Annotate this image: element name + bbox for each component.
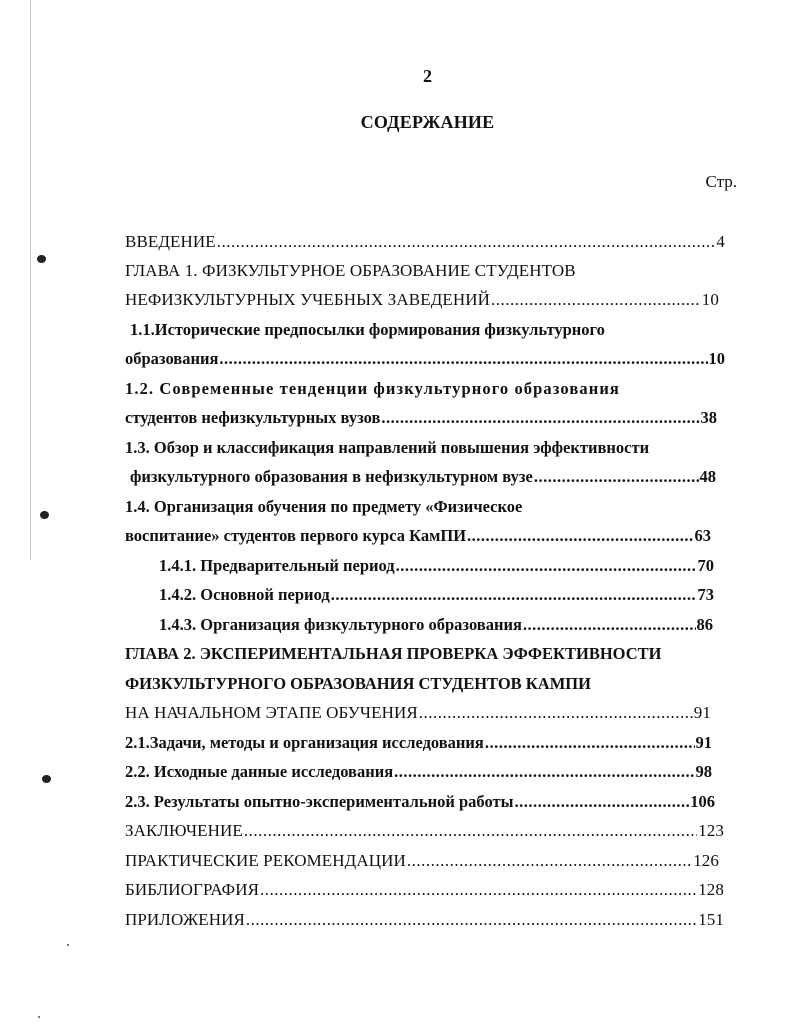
toc-leader-dots [394,762,694,782]
toc-leader-dots [219,349,707,369]
toc-entry-title: 1.4.2. Основной период [159,585,330,604]
toc-entry-title: студентов нефизкультурных вузов [125,408,381,427]
toc-entry[interactable] [130,467,716,489]
toc-leader-dots [246,910,697,930]
toc-entry-page: 91 [695,733,712,752]
toc-entry-title: НА НАЧАЛЬНОМ ЭТАПЕ ОБУЧЕНИЯ [125,703,418,722]
toc-entry-page: 91 [693,703,711,722]
toc-entry-title: ГЛАВА 1. ФИЗКУЛЬТУРНОЕ ОБРАЗОВАНИЕ СТУДЕНТОВ [125,261,576,280]
toc-leader-dots [491,290,701,310]
toc-entry-title: ПРАКТИЧЕСКИЕ РЕКОМЕНДАЦИИ [125,851,406,870]
toc-entry-title: воспитание» студентов первого курса КамПИ [125,526,467,545]
toc-entry[interactable] [159,615,713,637]
toc-entry[interactable] [125,674,591,696]
punch-hole-mark [40,511,49,519]
toc-entry[interactable] [125,762,712,784]
toc-entry-title: 1.4.1. Предварительный период [159,556,395,575]
toc-entry-page: 151 [698,910,724,929]
toc-entry-page: 128 [698,880,724,899]
toc-entry[interactable] [125,526,711,548]
toc-entry-title: 2.3. Результаты опытно-экспериментальной работы [125,792,514,811]
toc-entry-title: 1.1.Исторические предпосылки формирования физкультурного [130,320,605,339]
toc-leader-dots [419,703,693,723]
toc-entry[interactable] [125,232,725,254]
toc-entry[interactable] [125,497,522,519]
toc-entry-page: 123 [698,821,724,840]
toc-entry-title: 1.3. Обзор и классификация направлений повышения эффективности [125,438,650,457]
toc-entry-page: 48 [699,467,716,486]
toc-leader-dots [407,851,692,871]
toc-entry-title: 2.1.Задачи, методы и организация исследования [125,733,484,752]
punch-hole-mark [42,775,51,783]
toc-entry-title: 1.4.3. Организация физкультурного образования [159,615,522,634]
scan-speck [67,944,69,946]
toc-entry-page: 106 [690,792,715,811]
toc-entry[interactable] [125,733,712,755]
toc-entry[interactable] [125,821,724,843]
toc-leader-dots [467,526,693,546]
toc-entry-page: 10 [701,290,719,309]
toc-entry[interactable] [125,408,717,430]
toc-entry-title: образования [125,349,219,368]
toc-entry-title: 2.2. Исходные данные исследования [125,762,394,781]
toc-entry[interactable] [130,320,605,342]
toc-entry-page: 73 [697,585,714,604]
toc-entry-title: БИБЛИОГРАФИЯ [125,880,260,899]
toc-leader-dots [381,408,699,428]
toc-entry[interactable] [159,556,714,578]
toc-entry-page: 4 [716,232,725,251]
toc-entry[interactable] [125,703,711,725]
toc-entry-page: 126 [693,851,719,870]
toc-entry-page: 10 [708,349,725,368]
toc-leader-dots [485,733,695,753]
toc-entry[interactable] [125,349,725,371]
toc-leader-dots [514,792,689,812]
toc-leader-dots [523,615,696,635]
toc-entry[interactable] [125,379,620,401]
page-title: СОДЕРЖАНИЕ [360,112,495,132]
toc-entry-title: физкультурного образования в нефизкультурном вузе [130,467,533,486]
toc-entry[interactable] [125,880,724,902]
toc-leader-dots [244,821,697,841]
toc-entry-page: 70 [697,556,714,575]
toc-entry-title: 1.4. Организация обучения по предмету «Физическое [125,497,523,516]
toc-entry-page: 63 [694,526,711,545]
toc-entry-title: ГЛАВА 2. ЭКСПЕРИМЕНТАЛЬНАЯ ПРОВЕРКА ЭФФЕКТИВНОСТИ [125,644,662,663]
toc-entry-title: ФИЗКУЛЬТУРНОГО ОБРАЗОВАНИЯ СТУДЕНТОВ КАМПИ [125,674,591,693]
toc-entry[interactable] [125,290,719,312]
toc-entry[interactable] [159,585,714,607]
toc-entry-title: 1.2. Современные тенденции физкультурного образования [125,379,620,398]
page-column-label: Стр. [705,172,737,191]
toc-entry-page: 38 [700,408,717,427]
toc-entry-page: 86 [696,615,713,634]
toc-leader-dots [331,585,697,605]
toc-entry-title: ВВЕДЕНИЕ [125,232,216,251]
toc-entry-page: 98 [695,762,712,781]
toc-entry[interactable] [125,910,724,932]
toc-entry[interactable] [125,851,719,873]
toc-entry[interactable] [125,792,715,814]
toc-entry-title: ЗАКЛЮЧЕНИЕ [125,821,243,840]
toc-entry[interactable] [125,644,661,666]
scan-speck [38,1016,40,1018]
toc-entry-title: НЕФИЗКУЛЬТУРНЫХ УЧЕБНЫХ ЗАВЕДЕНИЙ [125,290,491,309]
toc-entry[interactable] [125,438,649,460]
toc-leader-dots [260,880,697,900]
punch-hole-mark [37,255,46,263]
page-number: 2 [423,66,432,86]
toc-leader-dots [534,467,699,487]
toc-leader-dots [396,556,697,576]
toc-entry-title: ПРИЛОЖЕНИЯ [125,910,245,929]
toc-leader-dots [217,232,716,252]
toc-entry[interactable] [125,261,576,283]
